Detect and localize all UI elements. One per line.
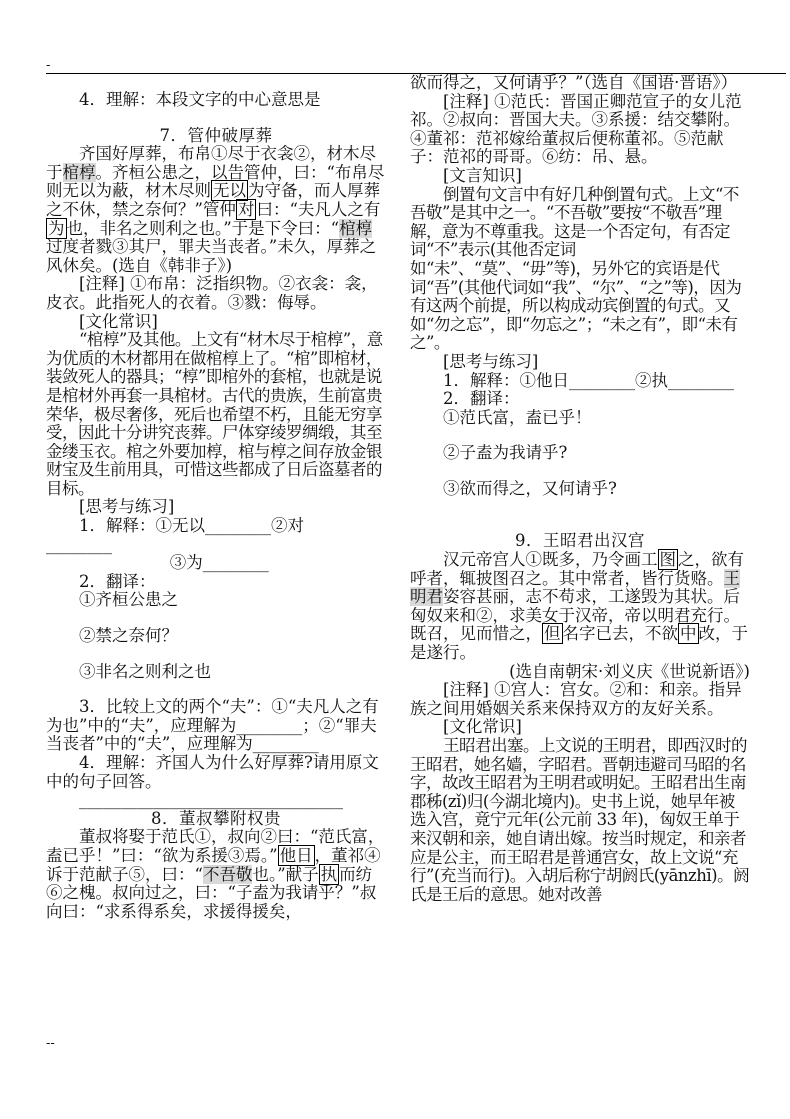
boxed-term: 对 [237, 199, 255, 219]
section-7-q3: 3．比较上文的两个“夫”：①“夫凡人之有为也”中的“夫”，应理解为________；②“罪夫当丧者”中的“夫”，应理解为________ [46, 697, 379, 754]
shaded-term: 棺椁 [339, 218, 373, 238]
shaded-term: 不吾敬 [202, 864, 253, 884]
section-8-passage: 董叔将娶于范氏①，叔向②曰：“范氏富，盍已乎！”曰：“欲为系援③焉。” 他日 ，董祁④诉于范献子⑤，曰：“不吾敬也。”献子 执 而纺⑥之槐。叔向过之，曰：“子盍为我请乎？”叔向曰：“求系得系矣，求援得援矣， [46, 827, 385, 921]
section-7-culture-heading: [文化常识] [79, 311, 158, 331]
section-8-q1: 1．解释：①他日________②执________ [443, 370, 734, 390]
section-7-notes: [注释] ①布帛：泛指织物。②衣衾：衾，皮衣。此指死人的衣着。③戮：侮辱。 [46, 274, 378, 312]
boxed-term: 图 [659, 550, 676, 570]
section-7-q4: 4．理解：齐国人为什么好厚葬?请用原文中的句子回答。 [46, 753, 379, 791]
left-column [46, 74, 386, 921]
section-7-q4-line: ________________________________ [79, 790, 343, 810]
section-9-culture: 王昭君出塞。上文说的王明君，即西汉时的王昭君，她名嫱，字昭君。晋朝违避司马昭的名字，故改王昭君为王明君或明妃。王昭君出生南郡秭(zǐ)归(今湖北境内)。史书上说，她早年被选入宫，竟宁元年(公元前 33 年)，匈奴王单于来汉朝和亲，她自请出嫁。按当时规定，和亲者应是公主，而王昭君是普通宫女，故上文说“充行”(充当而行)。入胡后称宁胡阏氏(yānzhī)。阏氏是王后的意思。她对改善 [410, 736, 750, 904]
section-7-practice-heading: [思考与练习] [79, 497, 175, 517]
header-mark: - [46, 58, 51, 73]
section-8-q2: 2．翻译： [443, 389, 520, 409]
boxed-term: 为 [48, 218, 65, 238]
boxed-term: 但 [544, 624, 561, 644]
section-7-q1: 1．解释：①无以________②对 [79, 516, 304, 536]
section-8-notes: [注释] ①范氏：晋国正卿范宣子的女儿范祁。②叔向：晋国大夫。③系援：结交攀附。④董祁：范祁嫁给董叔后便称董祁。⑤范献子：范祁的哥哥。⑥纺：吊、悬。 [410, 91, 742, 167]
shaded-term: 王明君 [410, 568, 740, 607]
section-7-q2: 2．翻译： [79, 571, 156, 591]
section-7-passage: 齐国好厚葬，布帛①尽于衣衾②，材木尽于棺椁。齐桓公患之，以告管仲，曰：“布帛尽则无以为蔽，材木尽则 无以 为守备，而人厚葬之不休，禁之奈何？”管仲 对 曰：“夫凡人之有为 也，非名之则利之也。”于是下令曰：“棺椁过度者戮③其尸，罪夫当丧者。”未久，厚葬之风休矣。(选自《韩非子》) [46, 144, 385, 275]
section-7-q1-3: ③为________ [169, 553, 269, 573]
section-9-passage: 汉元帝宫人①既多，乃令画工 图 之，欲有呼者，辄披图召之。其中常者，皆行货赂。王明君姿容甚丽，志不苟求，工遂毁为其状。后匈奴来和②，求美女于汉帝，帝以明君充行。既召，见而惜之， 但 名字已去，不欲 中 改，于是遂行。 [410, 550, 748, 663]
boxed-term: 中 [680, 624, 697, 644]
section-8-wenyan: 倒置句文言中有好几种倒置句式。上文“不吾敬”是其中之一。“不吾敬”要按“不敬吾”理解，意为不尊重我。这是一个否定句，有否定词“不”表示(其他否定词如“未”、“莫”、“毋”等)，另外它的宾语是代词“吾”(其他代词如“我”、“尔”、“之”等)，因为有这两个前提，所以构成动宾倒置的句式。又如“勿之忘”，即“勿忘之”；“未之有”，即“未有之”。 [410, 184, 742, 353]
section-9-title: 9．王昭君出汉宫 [515, 531, 645, 551]
section-8-continued: 欲而得之，又何请乎？”（选自《国语·晋语》） [410, 73, 738, 92]
boxed-term: 无以 [213, 181, 246, 201]
section-8-wenyan-heading: [文言知识] [443, 165, 522, 185]
section-8-q2-1: ①范氏富，盍已乎！ [443, 407, 592, 427]
section-8-practice-heading: [思考与练习] [443, 351, 539, 371]
section-8-q2-2: ②子盍为我请乎? [443, 443, 568, 463]
section-7-q1-blank: ________ [46, 534, 112, 554]
section-7-q2-1: ①齐桓公患之 [79, 590, 178, 610]
question-4-top: 4．理解：本段文字的中心意思是 [79, 90, 321, 109]
section-9-notes: [注释] ①宫人：宫女。②和：和亲。指异族之间用婚姻关系来保持双方的友好关系。 [410, 680, 742, 718]
shaded-term: 棺椁 [62, 162, 96, 182]
section-9-source: (选自南朝宋·刘义庆《世说新语》) [509, 661, 750, 681]
boxed-term: 执 [320, 864, 338, 884]
section-7-title: 7．管仲破厚葬 [159, 125, 273, 145]
section-7-culture: “棺椁”及其他。上文有“材木尽于棺椁”，意为优质的木材都用在做棺椁上了。“棺”即棺材，装敛死人的器具；“椁”即棺外的套棺，也就是说是棺材外再套一具棺材。古代的贵族，生前富贵荣华，极尽奢侈，死后也希望不朽，且能无穷享受，因此十分讲究丧葬。尸体穿绫罗绸缎，其至金缕玉衣。棺之外要加椁，棺与椁之间存放金银财宝及生前用具，可惜这些都成了日后盗墓者的目标。 [46, 330, 383, 498]
section-8-q2-3: ③欲而得之，又何请乎? [443, 478, 617, 498]
boxed-term: 他日 [279, 845, 313, 865]
section-8-title: 8．董叔攀附权贵 [151, 808, 281, 828]
section-7-q2-2: ②禁之奈何？ [79, 626, 178, 646]
section-9-culture-heading: [文化常识] [443, 717, 522, 737]
section-7-q2-3: ③非名之则利之也 [79, 661, 211, 681]
right-column [410, 74, 750, 904]
footer-mark: -- [46, 1036, 55, 1051]
